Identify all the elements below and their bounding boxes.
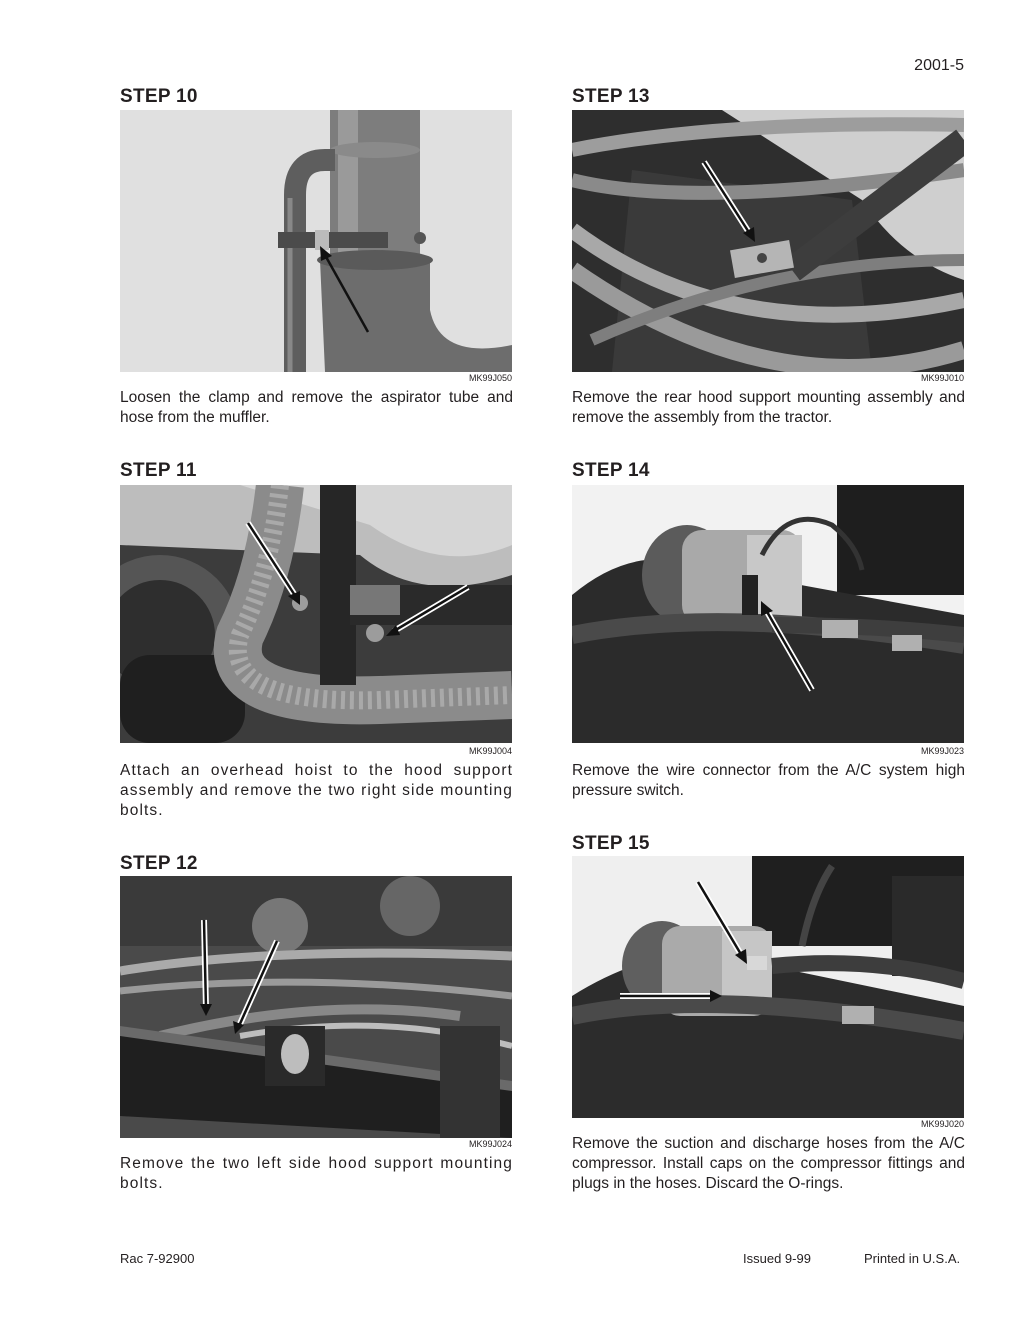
step-12-photo	[120, 876, 512, 1138]
step-11-photo	[120, 485, 512, 743]
step-14-caption: Remove the wire connector from the A/C system high pressure switch.	[572, 762, 965, 799]
step-11-heading: STEP 11	[120, 460, 197, 481]
step-12-figure-code: MK99J024	[468, 1139, 512, 1149]
step-15-heading: STEP 15	[572, 833, 650, 854]
step-10-figure-code: MK99J050	[468, 373, 512, 383]
step-10-photo	[120, 110, 512, 372]
page-number: 2001-5	[914, 57, 964, 74]
step-14-heading: STEP 14	[572, 460, 650, 481]
step-14-photo	[572, 485, 964, 743]
step-13-heading: STEP 13	[572, 86, 650, 107]
step-13-photo	[572, 110, 964, 372]
step-12-heading: STEP 12	[120, 853, 198, 874]
step-11-caption: Attach an overhead hoist to the hood support assembly and remove the two right side mounting bolts.	[120, 762, 513, 819]
step-11-figure-code: MK99J004	[468, 746, 512, 756]
step-15-figure-code: MK99J020	[920, 1119, 964, 1129]
step-10-caption: Loosen the clamp and remove the aspirator tube and hose from the muffler.	[120, 389, 513, 426]
footer-document-id: Rac 7-92900	[120, 1251, 195, 1266]
step-15-photo	[572, 856, 964, 1118]
step-10-heading: STEP 10	[120, 86, 198, 107]
step-13-figure-code: MK99J010	[920, 373, 964, 383]
footer-issued-date: Issued 9-99	[743, 1251, 811, 1266]
step-13-caption: Remove the rear hood support mounting assembly and remove the assembly from the tractor.	[572, 389, 965, 426]
step-14-figure-code: MK99J023	[920, 746, 964, 756]
step-12-caption: Remove the two left side hood support mounting bolts.	[120, 1155, 513, 1192]
step-15-caption: Remove the suction and discharge hoses from the A/C compressor. Install caps on the compressor fittings and plugs in the hoses. Discard the O-rings.	[572, 1135, 965, 1192]
footer-printed-location: Printed in U.S.A.	[864, 1251, 961, 1266]
